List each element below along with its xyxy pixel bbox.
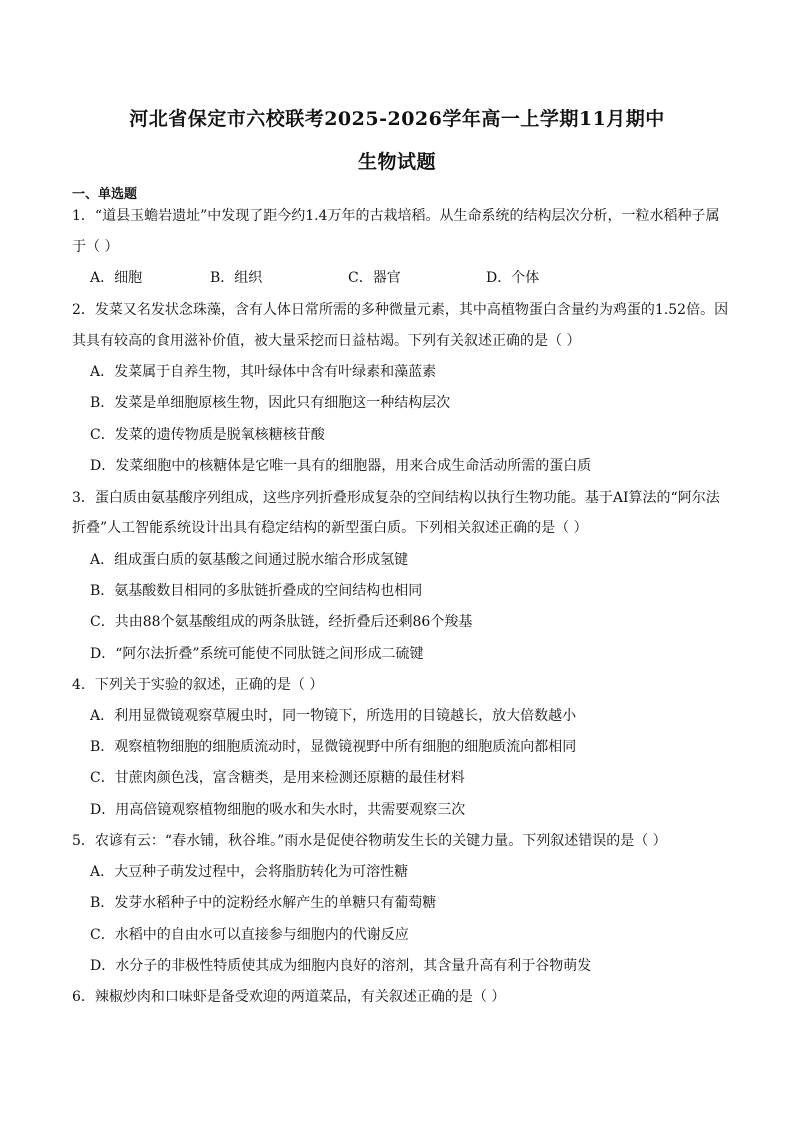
question-1-text-cont: 于（ ） <box>72 239 119 255</box>
question-3-text: 3．蛋白质由氨基酸序列组成，这些序列折叠形成复杂的空间结构以执行生物功能。基于AI算法的“阿尔法 <box>72 490 720 506</box>
question-4-option-b: B．观察植物细胞的细胞质流动时，显微镜视野中所有细胞的细胞质流向都相同 <box>90 739 577 755</box>
question-1-option-d: D．个体 <box>486 270 540 286</box>
question-2-text: 2．发菜又名发状念珠藻，含有人体日常所需的多种微量元素，其中高植物蛋白含量约为鸡蛋的1.52倍。因 <box>72 302 729 318</box>
question-2-text-cont: 其具有较高的食用滋补价值，被大量采挖而日益枯竭。下列有关叙述正确的是（ ） <box>72 333 581 349</box>
page-subtitle: 生物试题 <box>357 151 436 173</box>
page-title: 河北省保定市六校联考2025-2026学年高一上学期11月期中 <box>129 108 665 130</box>
question-5-option-a: A．大豆种子萌发过程中，会将脂肪转化为可溶性糖 <box>90 864 409 880</box>
question-3-option-d: D．“阿尔法折叠”系统可能使不同肽链之间形成二硫键 <box>90 646 424 662</box>
question-2-option-d: D．发菜细胞中的核糖体是它唯一具有的细胞器，用来合成生命活动所需的蛋白质 <box>90 458 592 474</box>
question-5-option-b: B．发芽水稻种子中的淀粉经水解产生的单糖只有葡萄糖 <box>90 895 437 911</box>
question-1-text: 1．“道县玉蟾岩遗址”中发现了距今约1.4万年的古栽培稻。从生命系统的结构层次分析，一粒水稻种子属 <box>72 208 720 224</box>
question-5-option-d: D．水分子的非极性特质使其成为细胞内良好的溶剂，其含量升高有利于谷物萌发 <box>90 958 592 974</box>
question-4-option-c: C．甘蔗肉颜色浅，富含糖类，是用来检测还原糖的最佳材料 <box>90 770 465 786</box>
question-1-option-a: A．细胞 <box>90 270 143 286</box>
question-2-option-c: C．发菜的遗传物质是脱氧核糖核苷酸 <box>90 427 325 443</box>
question-2-option-a: A．发菜属于自养生物，其叶绿体中含有叶绿素和藻蓝素 <box>90 364 437 380</box>
question-1-option-b: B．组织 <box>210 270 263 286</box>
question-3-option-c: C．共由88个氨基酸组成的两条肽链，经折叠后还剩86个羧基 <box>90 614 473 630</box>
question-5-option-c: C．水稻中的自由水可以直接参与细胞内的代谢反应 <box>90 927 409 943</box>
question-1-option-c: C．器官 <box>348 270 401 286</box>
question-2-option-b: B．发菜是单细胞原核生物，因此只有细胞这一种结构层次 <box>90 395 451 411</box>
question-4-text: 4．下列关于实验的叙述，正确的是（ ） <box>72 677 324 693</box>
question-4-option-d: D．用高倍镜观察植物细胞的吸水和失水时，共需要观察三次 <box>90 802 466 818</box>
question-6-text: 6．辣椒炒肉和口味虾是备受欢迎的两道菜品，有关叙述正确的是（ ） <box>72 989 506 1005</box>
section-heading: 一、单选题 <box>72 187 138 202</box>
question-5-text: 5．农谚有云：“春水铺，秋谷堆。”雨水是促使谷物萌发生长的关键力量。下列叙述错误的是（ ） <box>72 833 667 849</box>
question-3-option-a: A．组成蛋白质的氨基酸之间通过脱水缩合形成氢键 <box>90 552 409 568</box>
question-3-option-b: B．氨基酸数目相同的多肽链折叠成的空间结构也相同 <box>90 583 423 599</box>
question-4-option-a: A．利用显微镜观察草履虫时，同一物镜下，所选用的目镜越长，放大倍数越小 <box>90 708 577 724</box>
question-3-text-cont: 折叠”人工智能系统设计出具有稳定结构的新型蛋白质。下列相关叙述正确的是（ ） <box>72 520 588 536</box>
